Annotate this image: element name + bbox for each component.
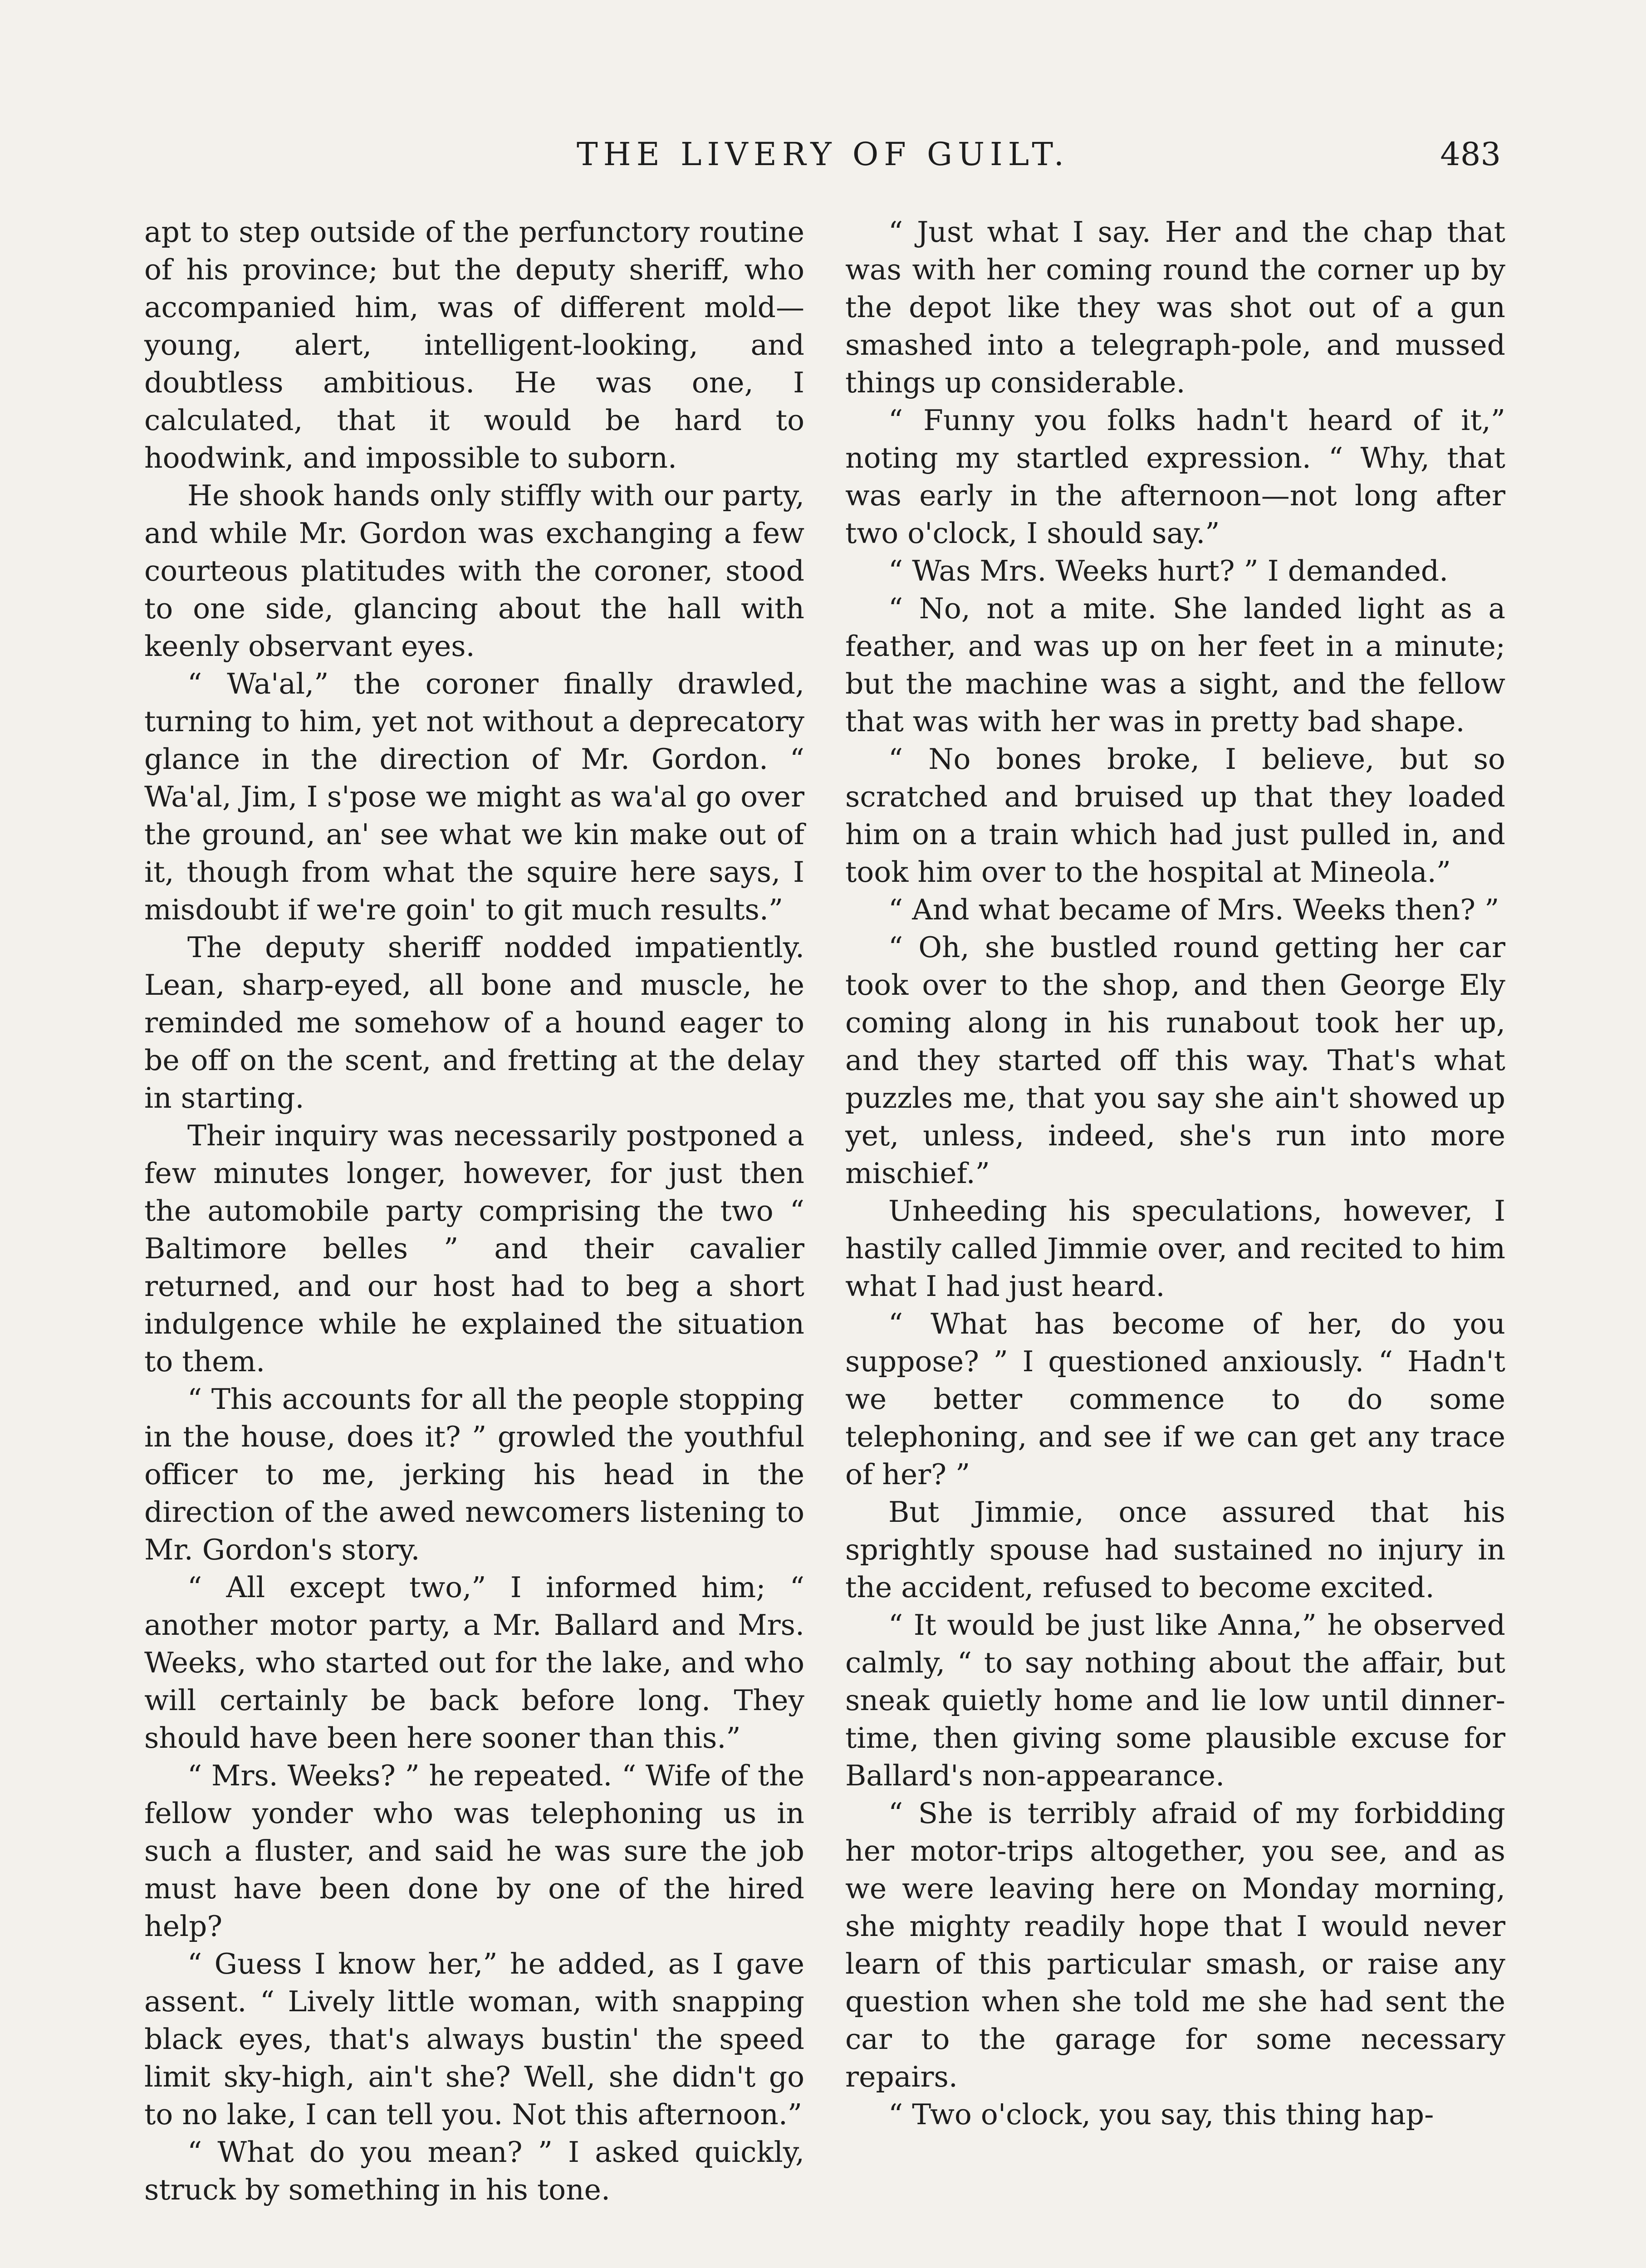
paragraph: “ Just what I say. Her and the chap that was with her coming round the corner up by the depot like they was shot out of a gun smashed into a telegraph-pole, and mussed things up considerable. bbox=[845, 215, 1505, 399]
paragraph: He shook hands only stiffly with our party, and while Mr. Gordon was exchanging a few courteous platitudes with the coroner, stood to one side, glancing about the hall with keenly observant eyes. bbox=[144, 479, 804, 663]
left-column bbox=[144, 213, 804, 2268]
text-columns bbox=[144, 213, 1505, 2268]
paragraph: “ No, not a mite. She landed light as a feather, and was up on her feet in a minute; but the machine was a sight, and the fellow that was with her was in pretty bad shape. bbox=[845, 592, 1505, 738]
paragraph: Unheeding his speculations, however, I hastily called Jimmie over, and recited to him what I had just heard. bbox=[845, 1194, 1505, 1303]
paragraph: “ Oh, she bustled round getting her car took over to the shop, and then George Ely coming along in his runabout took her up, and they started off this way. That's what puzzles me, that you say she ain't showed up yet, unless, indeed, she's run into more mischief.” bbox=[845, 931, 1505, 1190]
paragraph: But Jimmie, once assured that his sprightly spouse had sustained no injury in the accident, refused to become excited. bbox=[845, 1496, 1505, 1604]
paragraph: The deputy sheriff nodded impatiently. Lean, sharp-eyed, all bone and muscle, he reminded me somehow of a hound eager to be off on the scent, and fretting at the delay in starting. bbox=[144, 931, 804, 1114]
paragraph: “ This accounts for all the people stopping in the house, does it? ” growled the youthful officer to me, jerking his head in the direction of the awed newcomers listening to Mr. Gordon's story. bbox=[144, 1383, 804, 1566]
paragraph: apt to step outside of the perfunctory routine of his province; but the deputy sheriff, who accompanied him, was of different mold—young, alert, intelligent-looking, and doubtless ambitious. He was one, I calculated, that it would be hard to hoodwink, and impossible to suborn. bbox=[144, 215, 804, 474]
paragraph: “ What do you mean? ” I asked quickly, struck by something in his tone. bbox=[144, 2136, 804, 2206]
paragraph: “ Funny you folks hadn't heard of it,” noting my startled expression. “ Why, that was early in the afternoon—not long after two o'clock, I should say.” bbox=[845, 404, 1505, 550]
page-number: 483 bbox=[1440, 136, 1501, 173]
paragraph: “ No bones broke, I believe, but so scratched and bruised up that they loaded him on a train which had just pulled in, and took him over to the hospital at Mineola.” bbox=[845, 743, 1505, 889]
paragraph: “ And what became of Mrs. Weeks then? ” bbox=[888, 893, 1499, 926]
paragraph: “ Was Mrs. Weeks hurt? ” I demanded. bbox=[888, 554, 1449, 587]
paragraph: “ Wa'al,” the coroner finally drawled, turning to him, yet not without a deprecatory glance in the direction of Mr. Gordon. “ Wa'al, Jim, I s'pose we might as wa'al go over the ground, an' see what we kin make out of it, though from what the squire here says, I misdoubt if we're goin' to git much results.” bbox=[144, 667, 804, 926]
paragraph: “ Mrs. Weeks? ” he repeated. “ Wife of the fellow yonder who was telephoning us in such a fluster, and said he was sure the job must have been done by one of the hired help? bbox=[144, 1759, 804, 1943]
right-column bbox=[845, 213, 1505, 2268]
paragraph: “ It would be just like Anna,” he observed calmly, “ to say nothing about the affair, but sneak quietly home and lie low until dinner-time, then giving some plausible excuse for Ballard's non-appearance. bbox=[845, 1608, 1505, 1792]
paragraph: “ What has become of her, do you suppose? ” I questioned anxiously. “ Hadn't we better commence to do some telephoning, and see if we can get any trace of her? ” bbox=[845, 1307, 1505, 1491]
paragraph: “ She is terribly afraid of my forbidding her motor-trips altogether, you see, and as we were leaving here on Monday morning, she mighty readily hope that I would never learn of this particular smash, or raise any question when she told me she had sent the car to the garage for some necessary repairs. bbox=[845, 1797, 1505, 2093]
paragraph: “ Guess I know her,” he added, as I gave assent. “ Lively little woman, with snapping black eyes, that's always bustin' the speed limit sky-high, ain't she? Well, she didn't go to no lake, I can tell you. Not this afternoon.” bbox=[144, 1947, 804, 2131]
paragraph: Their inquiry was necessarily postponed a few minutes longer, however, for just then the automobile party comprising the two “ Baltimore belles ” and their cavalier returned, and our host had to beg a short indulgence while he explained the situation to them. bbox=[144, 1119, 804, 1378]
running-head bbox=[0, 129, 1646, 179]
running-title: THE LIVERY OF GUILT. bbox=[576, 136, 1070, 173]
paragraph: “ All except two,” I informed him; “ another motor party, a Mr. Ballard and Mrs. Weeks, who started out for the lake, and who will certainly be back before long. They should have been here sooner than this.” bbox=[144, 1571, 804, 1755]
paragraph: “ Two o'clock, you say, this thing hap- bbox=[888, 2098, 1434, 2131]
